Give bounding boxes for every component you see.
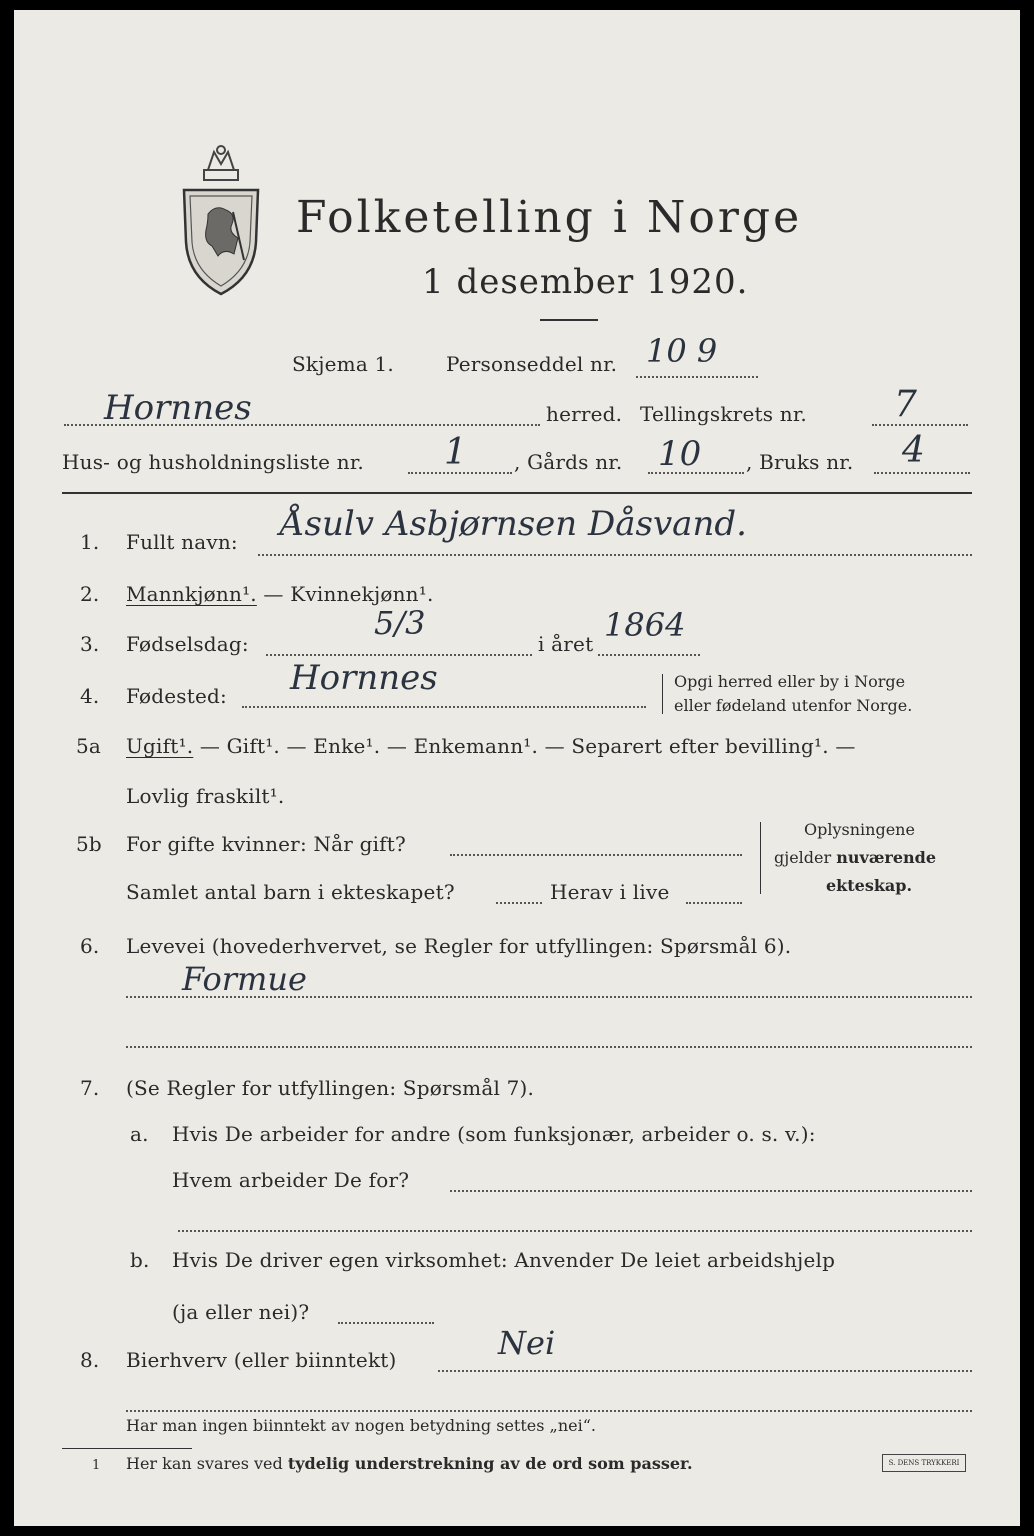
q5b-note-1: Oplysningene bbox=[804, 820, 915, 839]
bruks-label: , Bruks nr. bbox=[746, 450, 854, 474]
personseddel-value[interactable]: 10 9 bbox=[646, 332, 718, 370]
q5b-note-2a: gjelder bbox=[774, 848, 832, 867]
q2-number: 2. bbox=[80, 582, 100, 606]
footnote-b: tydelig understrekning av de ord som passer. bbox=[287, 1454, 693, 1473]
q7a-line-1 bbox=[450, 1190, 972, 1192]
q3-year-line bbox=[598, 654, 700, 656]
q5b-alive-line bbox=[686, 902, 742, 904]
q5a-options bbox=[126, 734, 856, 758]
q6-number: 6. bbox=[80, 934, 100, 958]
header-divider bbox=[540, 319, 598, 321]
bruks-line bbox=[874, 472, 970, 474]
husliste-value[interactable]: 1 bbox=[444, 432, 467, 473]
q2-male[interactable]: Mannkjønn¹. bbox=[126, 582, 257, 606]
q3-year-label: i året bbox=[538, 632, 594, 656]
footnote-mark: 1 bbox=[92, 1458, 101, 1473]
footnote bbox=[126, 1454, 693, 1473]
q5b-label-3: Herav i live bbox=[550, 880, 670, 904]
q6-line-2 bbox=[126, 1046, 972, 1048]
q7a-line-2 bbox=[178, 1230, 972, 1232]
q4-note-1: Opgi herred eller by i Norge bbox=[674, 672, 906, 691]
q3-value[interactable]: 5/3 bbox=[374, 604, 426, 642]
q5b-brace bbox=[760, 822, 767, 894]
q7b-label-2: (ja eller nei)? bbox=[172, 1300, 310, 1324]
q7a-number: a. bbox=[130, 1122, 149, 1146]
gards-label: , Gårds nr. bbox=[514, 450, 623, 474]
q7b-line bbox=[338, 1322, 434, 1324]
q8-label: Bierhverv (eller biinntekt) bbox=[126, 1348, 397, 1372]
q7b-number: b. bbox=[130, 1248, 150, 1272]
q7a-label: Hvis De arbeider for andre (som funksjonær, arbeider o. s. v.): bbox=[172, 1122, 816, 1146]
census-form-page bbox=[14, 10, 1020, 1526]
q5b-label-1: For gifte kvinner: Når gift? bbox=[126, 832, 406, 856]
tellingskrets-line bbox=[872, 424, 968, 426]
q8-line-1 bbox=[438, 1370, 972, 1372]
q4-number: 4. bbox=[80, 684, 100, 708]
q4-value[interactable]: Hornnes bbox=[290, 658, 438, 698]
footnote-divider bbox=[62, 1448, 192, 1449]
herred-label: herred. bbox=[546, 402, 623, 426]
q8-value[interactable]: Nei bbox=[498, 1324, 556, 1362]
q8-number: 8. bbox=[80, 1348, 100, 1372]
q5a-ugift[interactable]: Ugift¹. bbox=[126, 734, 194, 758]
q4-note-2: eller fødeland utenfor Norge. bbox=[674, 696, 913, 715]
q7b-label: Hvis De driver egen virksomhet: Anvender De leiet arbeidshjelp bbox=[172, 1248, 836, 1272]
q5b-note-2b: nuværende bbox=[836, 848, 937, 867]
q4-line bbox=[242, 706, 646, 708]
q1-value[interactable]: Åsulv Asbjørnsen Dåsvand. bbox=[280, 504, 747, 544]
q5b-children-line bbox=[496, 902, 542, 904]
section-divider bbox=[62, 492, 972, 494]
q4-label: Fødested: bbox=[126, 684, 227, 708]
q3-year-value[interactable]: 1864 bbox=[604, 606, 686, 644]
q5b-note-3: ekteskap. bbox=[826, 876, 913, 895]
bruks-value[interactable]: 4 bbox=[902, 430, 925, 471]
coat-of-arms-icon bbox=[178, 142, 264, 306]
q1-line bbox=[258, 554, 972, 556]
form-title: Folketelling i Norge bbox=[296, 192, 803, 243]
q5b-note-2 bbox=[774, 848, 936, 867]
skjema-label: Skjema 1. bbox=[292, 352, 394, 376]
form-date: 1 desember 1920. bbox=[422, 262, 749, 302]
q7a-label-2: Hvem arbeider De for? bbox=[172, 1168, 410, 1192]
gards-value[interactable]: 10 bbox=[658, 434, 702, 474]
q2-options bbox=[126, 582, 434, 606]
q3-label: Fødselsdag: bbox=[126, 632, 249, 656]
q5b-number: 5b bbox=[76, 832, 102, 856]
husliste-label: Hus- og husholdningsliste nr. bbox=[62, 450, 364, 474]
printer-stamp bbox=[882, 1454, 966, 1472]
footer-note: Har man ingen biinntekt av nogen betydning settes „nei“. bbox=[126, 1416, 596, 1435]
q8-line-2 bbox=[126, 1410, 972, 1412]
q6-value[interactable]: Formue bbox=[182, 960, 307, 998]
printer-name: S. DENS TRYKKERI bbox=[888, 1459, 960, 1467]
q5a-rest[interactable]: — Gift¹. — Enke¹. — Enkemann¹. — Separert efter bevilling¹. — bbox=[193, 734, 856, 758]
q2-female[interactable]: Kvinnekjønn¹. bbox=[290, 582, 434, 606]
q6-label: Levevei (hovederhvervet, se Regler for utfyllingen: Spørsmål 6). bbox=[126, 934, 792, 958]
q7-number: 7. bbox=[80, 1076, 100, 1100]
q3-number: 3. bbox=[80, 632, 100, 656]
q3-line bbox=[266, 654, 532, 656]
personseddel-label: Personseddel nr. bbox=[446, 352, 618, 376]
herred-value[interactable]: Hornnes bbox=[104, 388, 252, 428]
tellingskrets-label: Tellingskrets nr. bbox=[640, 402, 807, 426]
personseddel-line bbox=[636, 376, 758, 378]
q7-label: (Se Regler for utfyllingen: Spørsmål 7). bbox=[126, 1076, 535, 1100]
tellingskrets-value[interactable]: 7 bbox=[894, 384, 917, 425]
footnote-a: Her kan svares ved bbox=[126, 1454, 288, 1473]
q1-number: 1. bbox=[80, 530, 100, 554]
q2-sep: — bbox=[256, 582, 291, 606]
q5b-label-2: Samlet antal barn i ekteskapet? bbox=[126, 880, 455, 904]
q5a-line2[interactable]: Lovlig fraskilt¹. bbox=[126, 784, 285, 808]
q4-brace bbox=[662, 674, 669, 714]
q1-label: Fullt navn: bbox=[126, 530, 238, 554]
q5a-number: 5a bbox=[76, 734, 102, 758]
q6-line-1 bbox=[126, 996, 972, 998]
q5b-married-line bbox=[450, 854, 742, 856]
